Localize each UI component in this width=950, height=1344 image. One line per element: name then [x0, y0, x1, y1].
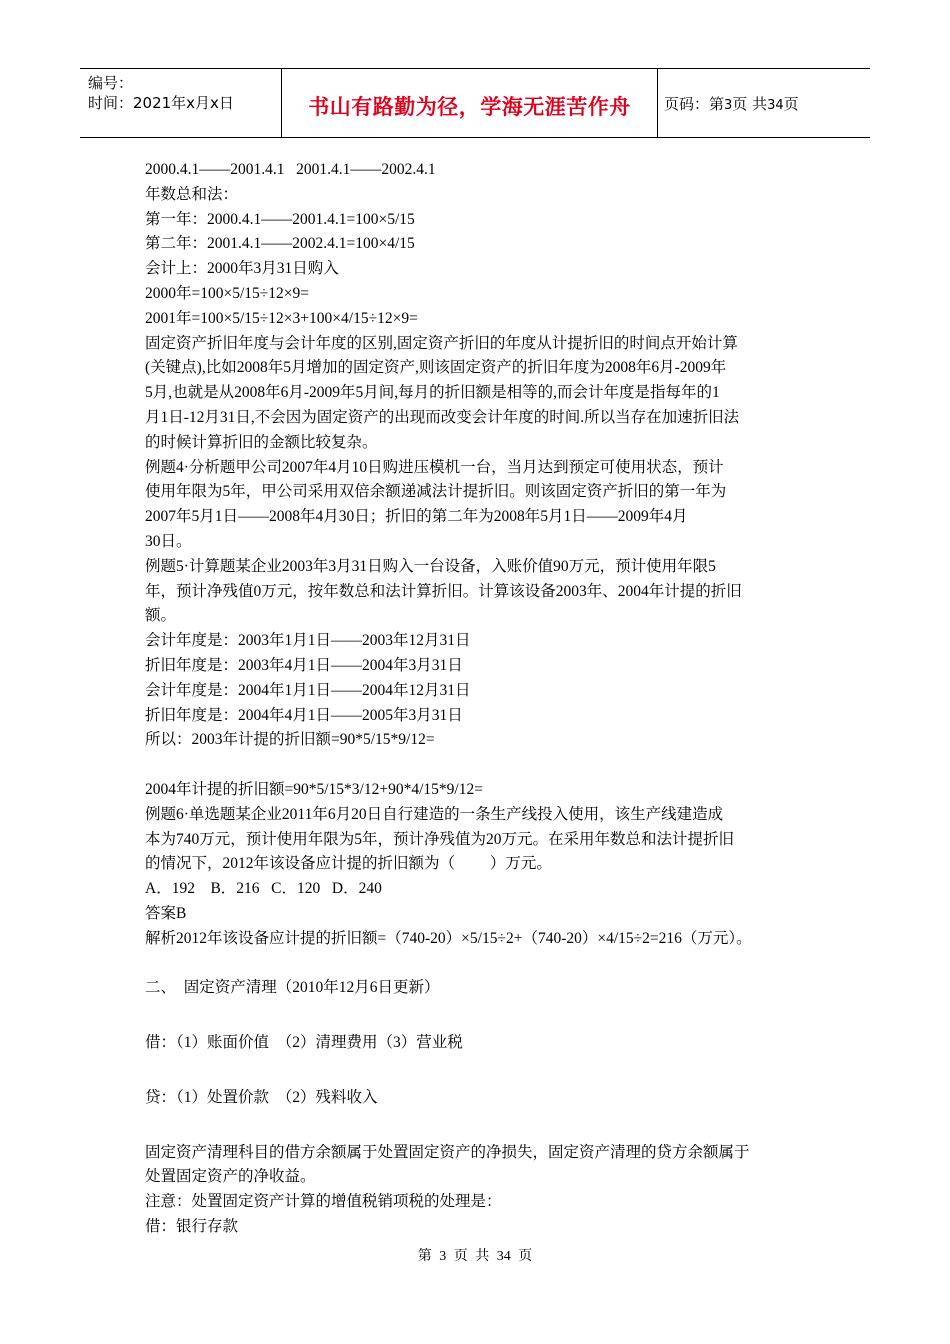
body-line: 固定资产折旧年度与会计年度的区别,固定资产折旧的年度从计提折旧的时间点开始计算: [145, 334, 738, 352]
page-total: 34: [767, 98, 784, 113]
header-divider-right: [657, 69, 658, 137]
body-line: 例题5·计算题某企业2003年3月31日购入一台设备，入账价值90万元，预计使用年限5: [145, 557, 716, 575]
doc-date-label: 时间：2021年x月x日: [88, 94, 234, 112]
body-line: 年，预计净残值0万元，按年数总和法计算折旧。计算该设备2003年、2004年计提的折旧: [145, 582, 742, 600]
header-page-number: [664, 93, 799, 114]
body-line: 会计上：2000年3月31日购入: [145, 260, 339, 278]
page-label-mid: 页 共: [732, 95, 768, 113]
doc-code-label: 编号：: [88, 74, 134, 92]
body-line: 借：（1）账面价值 （2）清理费用（3）营业税: [145, 1034, 463, 1052]
body-line: 答案B: [145, 904, 187, 922]
document-body: [145, 158, 825, 1240]
page-label-suffix: 页: [783, 95, 799, 113]
page-current: 3: [724, 98, 733, 113]
body-line: 5月,也就是从2008年6月-2009年5月间,每月的折旧额是相等的,而会计年度是指每年的1: [145, 384, 720, 402]
page-footer: 第 3 页 共 34 页: [417, 1249, 533, 1264]
body-line: 解析2012年该设备应计提的折旧额=（740-20）×5/15÷2+（740-20）×4/15÷2=216（万元）。: [145, 929, 752, 947]
body-line: 例题6·单选题某企业2011年6月20日自行建造的一条生产线投入使用，该生产线建造成: [145, 805, 724, 823]
body-line: 注意：处置固定资产计算的增值税销项税的处理是：: [145, 1193, 502, 1211]
body-line: 2000年=100×5/15÷12×9=: [145, 284, 310, 302]
body-line: 会计年度是：2004年1月1日——2004年12月31日: [145, 681, 471, 699]
body-line: 二、 固定资产清理（2010年12月6日更新）: [145, 979, 440, 997]
body-line: 折旧年度是：2004年4月1日——2005年3月31日: [145, 706, 463, 724]
body-line: 第二年：2001.4.1——2002.4.1=100×4/15: [145, 235, 415, 253]
header-motto: 书山有路勤为径，学海无涯苦作舟: [308, 95, 631, 119]
body-line: 处置固定资产的净收益。: [145, 1168, 316, 1186]
body-line: 的时候计算折旧的金额比较复杂。: [145, 433, 378, 451]
body-line: 使用年限为5年，甲公司采用双倍余额递减法计提折旧。则该固定资产折旧的第一年为: [145, 483, 727, 501]
body-line: 额。: [145, 607, 177, 625]
body-line: 所以：2003年计提的折旧额=90*5/15*9/12=: [145, 731, 435, 749]
body-line: 2007年5月1日——2008年4月30日；折旧的第二年为2008年5月1日——2009年4月: [145, 508, 688, 526]
body-line: 借：银行存款: [145, 1218, 239, 1236]
body-line: A．192 B．216 C．120 D．240: [145, 880, 382, 898]
body-line: [145, 1111, 825, 1141]
body-line: 贷：（1）处置价款 （2）残料收入: [145, 1088, 378, 1106]
body-line: 本为740万元，预计使用年限为5年，预计净残值为20万元。在采用年数总和法计提折旧: [145, 830, 735, 848]
body-line: [145, 1001, 825, 1031]
body-line: 年数总和法：: [145, 185, 239, 203]
header-meta: [88, 73, 234, 113]
body-line: 会计年度是：2003年1月1日——2003年12月31日: [145, 632, 471, 650]
body-line: [145, 952, 825, 977]
body-line: 月1日-12月31日,不会因为固定资产的出现而改变会计年度的时间.所以当存在加速折旧法: [145, 408, 740, 426]
body-line: 30日。: [145, 532, 192, 550]
body-line: 折旧年度是：2003年4月1日——2004年3月31日: [145, 656, 463, 674]
body-line: 第一年：2000.4.1——2001.4.1=100×5/15: [145, 210, 415, 228]
body-line: 2001年=100×5/15÷12×3+100×4/15÷12×9=: [145, 309, 418, 327]
body-line: 固定资产清理科目的借方余额属于处置固定资产的净损失，固定资产清理的贷方余额属于: [145, 1143, 750, 1161]
body-line: 2004年计提的折旧额=90*5/15*3/12+90*4/15*9/12=: [145, 780, 483, 798]
body-line: 的情况下，2012年该设备应计提的折旧额为（ ）万元。: [145, 855, 552, 873]
page-label-prefix: 页码：第: [664, 95, 725, 113]
body-line: 例题4·分析题甲公司2007年4月10日购进压模机一台，当月达到预定可使用状态，预计: [145, 458, 724, 476]
body-line: (关键点),比如2008年5月增加的固定资产,则该固定资产的折旧年度为2008年6月-2009年: [145, 359, 727, 377]
body-line: [145, 1056, 825, 1086]
body-line: 2000.4.1——2001.4.1 2001.4.1——2002.4.1: [145, 161, 436, 178]
body-line: [145, 753, 825, 778]
page-header: [80, 68, 870, 138]
